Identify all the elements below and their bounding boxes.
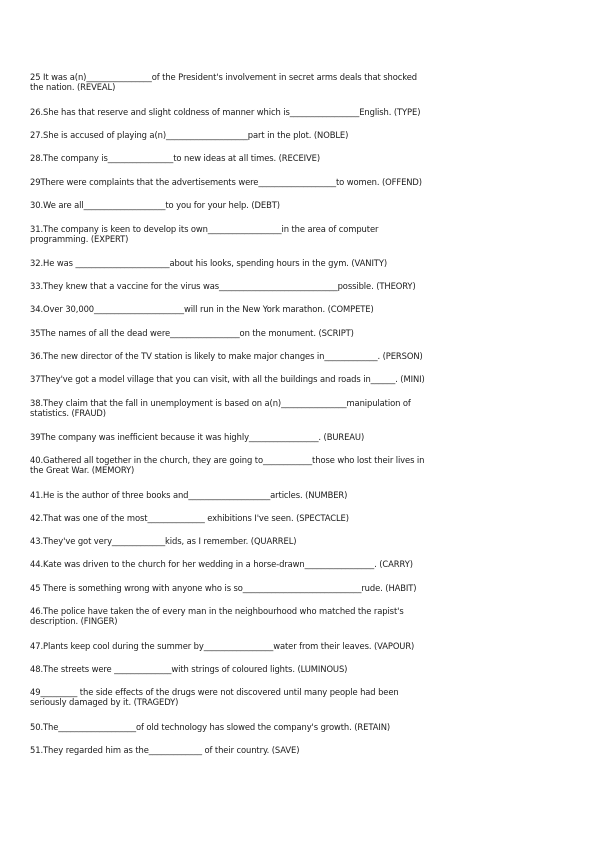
exercise-line: 45 There is something wrong with anyone who is so_____________________________rude. (HABIT)	[30, 583, 417, 593]
exercise-line: 44.Kate was driven to the church for her wedding in a horse-drawn_________________. (CARRY)	[30, 559, 413, 569]
exercise-line: seriously damaged by it. (TRAGEDY)	[30, 697, 179, 707]
exercise-item-33	[30, 281, 528, 291]
exercise-item-50	[30, 722, 528, 732]
exercise-item-38	[30, 398, 528, 418]
exercise-line: 43.They've got very_____________kids, as I remember. (QUARREL)	[30, 536, 297, 546]
exercise-item-28	[30, 153, 528, 163]
exercise-line: 39The company was inefficient because it was highly_________________. (BUREAU)	[30, 432, 365, 442]
exercise-line: 28.The company is________________to new ideas at all times. (RECEIVE)	[30, 153, 321, 163]
exercise-item-47	[30, 641, 528, 651]
exercise-line: statistics. (FRAUD)	[30, 408, 106, 418]
exercise-line: description. (FINGER)	[30, 616, 118, 626]
exercise-item-41	[30, 490, 528, 500]
exercise-item-43	[30, 536, 528, 546]
exercise-line: 50.The___________________of old technology has slowed the company's growth. (RETAIN)	[30, 722, 391, 732]
exercise-line: 30.We are all____________________to you for your help. (DEBT)	[30, 200, 280, 210]
exercise-item-51	[30, 745, 528, 755]
exercise-item-39	[30, 432, 528, 442]
exercise-line: 27.She is accused of playing a(n)____________________part in the plot. (NOBLE)	[30, 130, 349, 140]
exercise-item-25	[30, 72, 528, 92]
exercise-line: 49_________ the side effects of the drugs were not discovered until many people had been	[30, 687, 399, 697]
exercise-line: 26.She has that reserve and slight coldness of manner which is_________________English. (TYPE)	[30, 107, 421, 117]
exercise-line: 33.They knew that a vaccine for the virus was_____________________________possible. (THEORY)	[30, 281, 416, 291]
exercise-line: 36.The new director of the TV station is likely to make major changes in_____________. (PERSON)	[30, 351, 423, 361]
exercise-line: 38.They claim that the fall in unemployment is based on a(n)________________manipulation of	[30, 398, 411, 408]
exercise-item-29	[30, 177, 528, 187]
exercise-line: programming. (EXPERT)	[30, 234, 129, 244]
exercise-line: the Great War. (MEMORY)	[30, 465, 135, 475]
exercise-line: 25 It was a(n)________________of the President's involvement in secret arms deals that shocked	[30, 72, 417, 82]
exercise-line: 32.He was _______________________about his looks, spending hours in the gym. (VANITY)	[30, 258, 388, 268]
exercise-item-32	[30, 258, 528, 268]
exercise-line: the nation. (REVEAL)	[30, 82, 116, 92]
exercise-line: 41.He is the author of three books and____________________articles. (NUMBER)	[30, 490, 348, 500]
exercise-item-42	[30, 513, 528, 523]
exercise-item-35	[30, 328, 528, 338]
exercise-item-30	[30, 200, 528, 210]
exercise-item-37	[30, 374, 528, 384]
exercise-line: 31.The company is keen to develop its own__________________in the area of computer	[30, 224, 379, 234]
exercise-line: 34.Over 30,000______________________will run in the New York marathon. (COMPETE)	[30, 304, 374, 314]
exercise-item-26	[30, 107, 528, 117]
exercise-line: 46.The police have taken the of every man in the neighbourhood who matched the rapist's	[30, 606, 404, 616]
exercise-item-36	[30, 351, 528, 361]
exercise-item-44	[30, 559, 528, 569]
exercise-item-49	[30, 687, 528, 707]
exercise-item-34	[30, 304, 528, 314]
exercise-line: 29There were complaints that the advertisements were___________________to women. (OFFEND)	[30, 177, 422, 187]
exercise-item-46	[30, 606, 528, 626]
exercise-line: 48.The streets were ______________with strings of coloured lights. (LUMINOUS)	[30, 664, 348, 674]
exercise-item-45	[30, 583, 528, 593]
exercise-line: 37They've got a model village that you can visit, with all the buildings and roads in______. (MINI)	[30, 374, 425, 384]
exercise-line: 35The names of all the dead were_________________on the monument. (SCRIPT)	[30, 328, 354, 338]
exercise-line: 40.Gathered all together in the church, they are going to____________those who lost their lives in	[30, 455, 425, 465]
exercise-line: 51.They regarded him as the_____________ of their country. (SAVE)	[30, 745, 300, 755]
exercise-item-27	[30, 130, 528, 140]
exercise-item-48	[30, 664, 528, 674]
exercise-item-31	[30, 224, 528, 244]
exercise-line: 42.That was one of the most______________ exhibitions I've seen. (SPECTACLE)	[30, 513, 349, 523]
exercise-line: 47.Plants keep cool during the summer by_________________water from their leaves. (VAPOUR)	[30, 641, 415, 651]
exercise-item-40	[30, 455, 528, 475]
